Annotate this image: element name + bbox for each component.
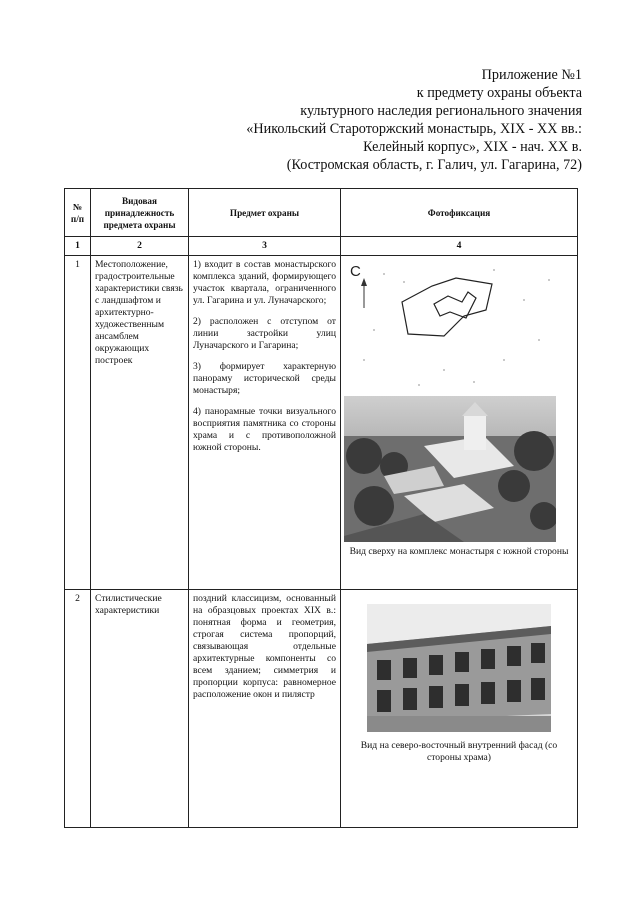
column-number: 2 [91, 237, 189, 256]
table-row [65, 590, 578, 828]
table-header-row [65, 189, 578, 237]
photo-caption: Вид сверху на комплекс монастыря с южной стороны [349, 546, 569, 557]
aerial-photo [344, 396, 556, 542]
subject-paragraph: 4) панорамные точки визуального восприятия памятника со стороны храма и с противоположной южной стороны. [193, 406, 336, 453]
header-line: к предмету охраны объекта [416, 85, 582, 101]
header-line: (Костромская область, г. Галич, ул. Гагарина, 72) [286, 157, 582, 173]
header-line: «Никольский Староторжский монастырь, XIX - XX вв.: [246, 121, 582, 137]
header-line: Келейный корпус», XIX - нач. XX в. [363, 139, 582, 155]
row-subject [189, 590, 341, 828]
photo-caption: Вид на северо-восточный внутренний фасад (со стороны храма) [360, 740, 558, 763]
header-type: Видовая принадлежность предмета охраны [91, 189, 189, 237]
row-type: Местоположение, градостроительные характеристики связь с ландшафтом и архитектурно-художественным ансамблем окружающих построек [91, 256, 189, 590]
site-plan-map [344, 260, 556, 392]
subject-paragraph: 2) расположен с отступом от линии застройки улиц Луначарского и Гагарина; [193, 316, 336, 351]
header-subject: Предмет охраны [189, 189, 341, 237]
row-photos [341, 590, 578, 828]
header-photo: Фотофиксация [341, 189, 578, 237]
north-arrow-label: С [350, 263, 361, 280]
subject-paragraph: 3) формирует характерную панораму исторической среды монастыря; [193, 361, 336, 396]
row-type: Стилистические характеристики [91, 590, 189, 828]
header-number: № п/п [65, 189, 91, 237]
header-line: Приложение №1 [481, 67, 582, 83]
row-photos [341, 256, 578, 590]
subject-paragraph: 1) входит в состав монастырского комплекса зданий, формирующего участок квартала, ограниченного ул. Гагарина и ул. Луначарского; [193, 259, 336, 306]
row-number: 1 [65, 256, 91, 590]
row-number: 2 [65, 590, 91, 828]
column-number: 4 [341, 237, 578, 256]
table-row [65, 256, 578, 590]
header-line: культурного наследия регионального значения [300, 103, 582, 119]
column-number-row [65, 237, 578, 256]
row-subject [189, 256, 341, 590]
subject-paragraph: поздний классицизм, основанный на образцовых проектах XIX в.: понятная форма и геометрия, строгая система пропорций, связывающая отдельные архитектурные компоненты со всем зданием; симметрия и пропорции корпуса: равномерное расположение окон и пилястр [193, 593, 336, 700]
protection-table [64, 188, 578, 828]
facade-photo [367, 604, 551, 732]
appendix-header [162, 66, 582, 174]
column-number: 1 [65, 237, 91, 256]
column-number: 3 [189, 237, 341, 256]
